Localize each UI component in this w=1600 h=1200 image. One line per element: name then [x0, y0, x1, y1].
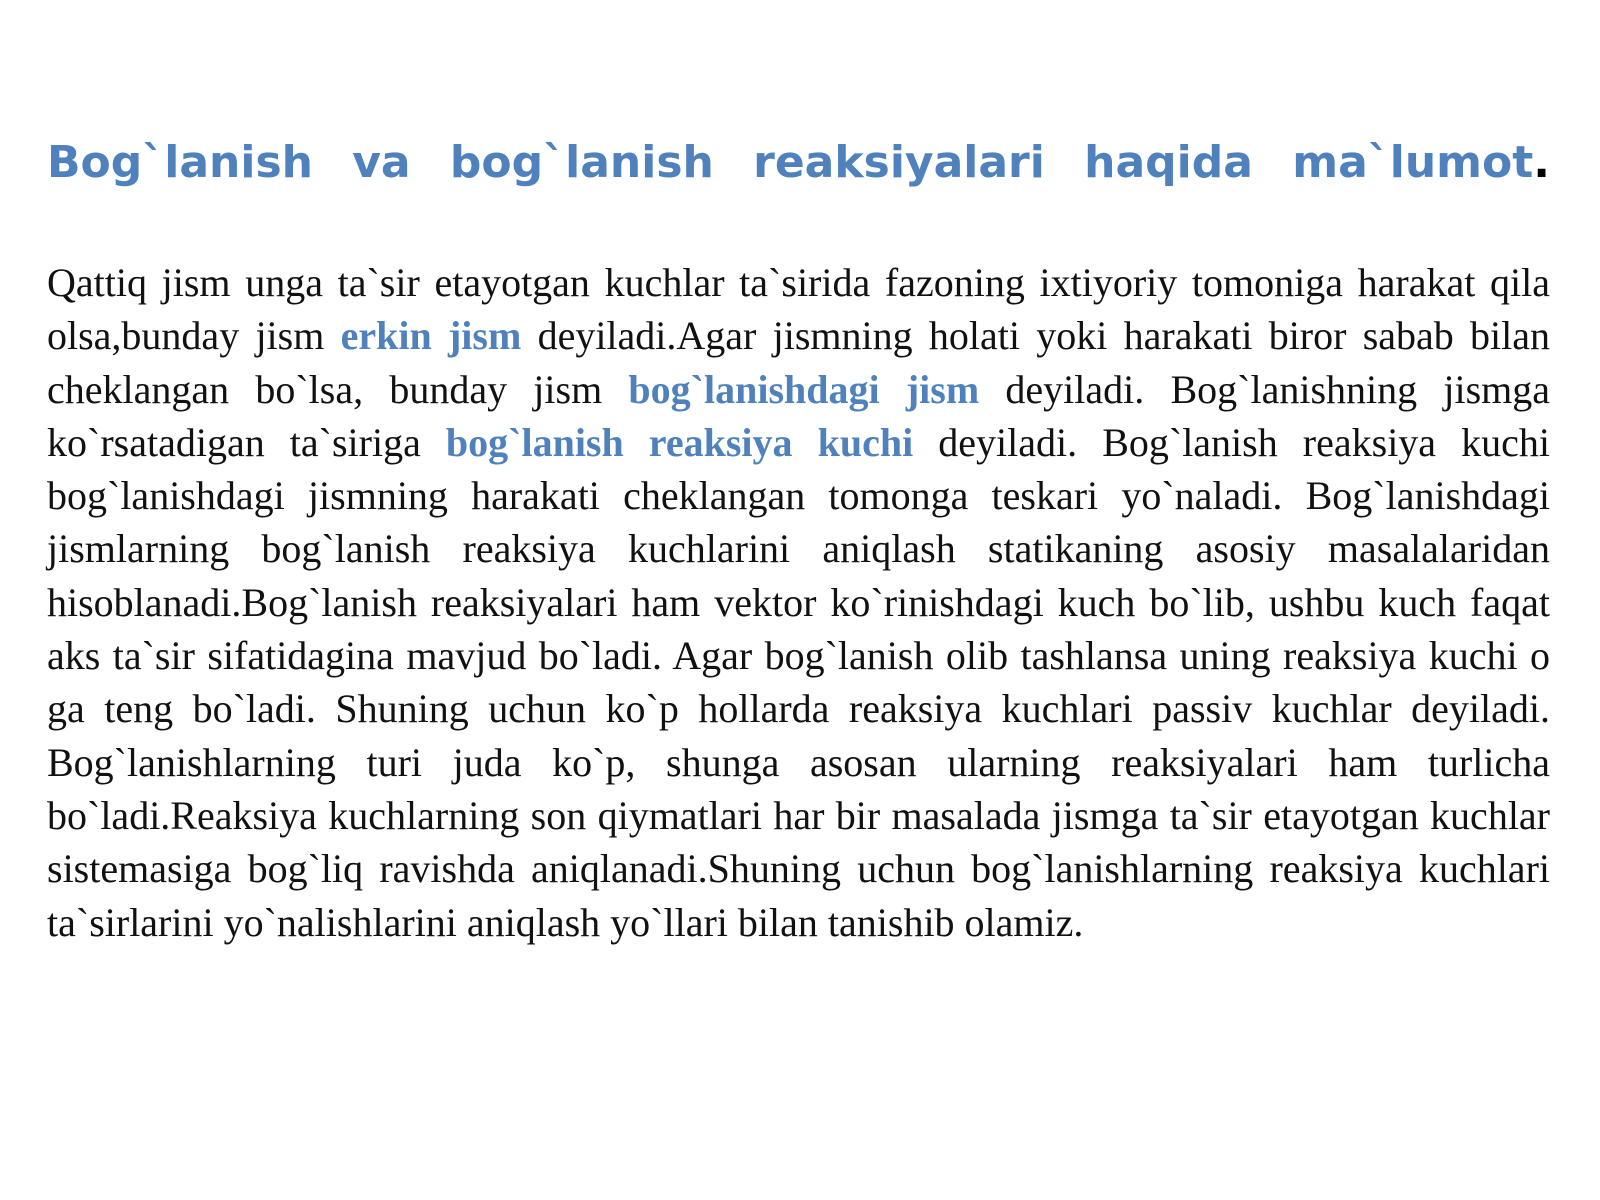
slide-title-text: Bog`lanish va bog`lanish reaksiyalari haqida ma`lumot — [47, 137, 1534, 188]
term-boglanishdagi-jism: bog`lanishdagi jism — [628, 366, 980, 412]
paragraph-segment: deyiladi. Bog`lanishning jismga ko`rsatadigan ta`siriga — [47, 366, 1550, 465]
term-erkin-jism: erkin jism — [340, 313, 522, 359]
body-paragraph — [47, 256, 1550, 949]
slide-content — [47, 128, 1550, 949]
paragraph-segment: Qattiq jism unga ta`sir etayotgan kuchlar ta`sirida fazoning ixtiyoriy tomoniga harakat qila olsa,bunday jism — [47, 260, 1550, 359]
term-boglanish-reaksiya-kuchi: bog`lanish reaksiya kuchi — [445, 419, 914, 465]
paragraph-segment: deyiladi.Agar jismning holati yoki harakati biror sabab bilan cheklangan bo`lsa, bunday jism — [47, 313, 1551, 412]
paragraph-segment: deyiladi. Bog`lanish reaksiya kuchi bog`lanishdagi jismning harakati cheklangan tomonga teskari yo`naladi. Bog`lanishdagi jismlarning bog`lanish reaksiya kuchlarini aniqlash statikaning asosiy masalalaridan hisoblanadi.Bog`lanish reaksiyalari ham vektor ko`rinishdagi kuch bo`lib, ushbu kuch faqat aks ta`sir sifatidagina mavjud bo`ladi. Agar bog`lanish olib tashlansa uning reaksiya kuchi o ga teng bo`ladi. Shuning uchun ko`p hollarda reaksiya kuchlari passiv kuchlar deyiladi. Bog`lanishlarning turi juda ko`p, shunga asosan ularning reaksiyalari ham turlicha bo`ladi.Reaksiya kuchlarning son qiymatlari har bir masalada jismga ta`sir etayotgan kuchlar sistemasiga bog`liq ravishda aniqlanadi.Shuning uchun bog`lanishlarning reaksiya kuchlari ta`sirlarini yo`nalishlarini aniqlash yo`llari bilan tanishib olamiz. — [47, 419, 1550, 945]
slide-title — [47, 128, 1550, 198]
slide-title-period: . — [1533, 137, 1550, 188]
